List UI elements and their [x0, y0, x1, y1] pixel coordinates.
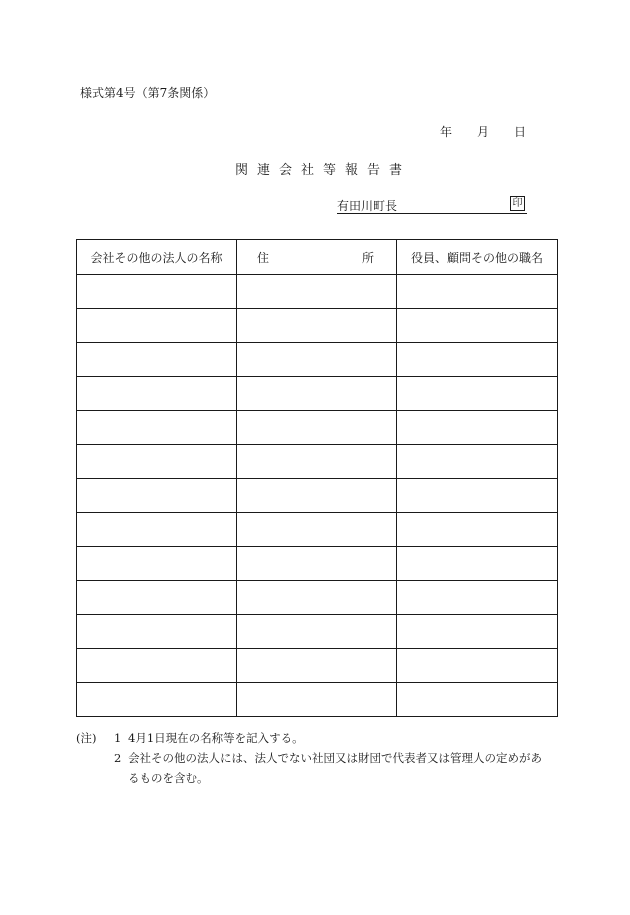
addressee-name: 有田川町長	[337, 199, 398, 213]
position-cell[interactable]	[397, 547, 558, 581]
company-name-cell[interactable]	[77, 275, 237, 309]
company-name-cell[interactable]	[77, 479, 237, 513]
addressee-line	[337, 196, 527, 214]
address-cell[interactable]	[237, 479, 397, 513]
position-cell[interactable]	[397, 377, 558, 411]
report-table	[76, 239, 558, 717]
header-address-part1: 住	[257, 250, 270, 265]
seal-mark: 印	[510, 196, 525, 211]
address-cell[interactable]	[237, 649, 397, 683]
position-cell[interactable]	[397, 411, 558, 445]
table-row	[77, 411, 558, 445]
table-row	[77, 649, 558, 683]
table-body	[77, 275, 558, 717]
company-name-cell[interactable]	[77, 377, 237, 411]
company-name-cell[interactable]	[77, 615, 237, 649]
table-row	[77, 445, 558, 479]
table-row	[77, 309, 558, 343]
company-name-cell[interactable]	[77, 309, 237, 343]
address-cell[interactable]	[237, 513, 397, 547]
address-cell[interactable]	[237, 581, 397, 615]
table-row	[77, 683, 558, 717]
position-cell[interactable]	[397, 513, 558, 547]
table-row	[77, 615, 558, 649]
notes-section	[76, 728, 542, 788]
address-cell[interactable]	[237, 343, 397, 377]
table-header-row	[77, 240, 558, 275]
document-title: 関連会社等報告書	[235, 163, 412, 178]
date-day: 日	[514, 125, 527, 139]
company-name-cell[interactable]	[77, 343, 237, 377]
position-cell[interactable]	[397, 445, 558, 479]
header-address-part2: 所	[361, 250, 374, 265]
company-name-cell[interactable]	[77, 547, 237, 581]
address-cell[interactable]	[237, 377, 397, 411]
date-year: 年	[440, 125, 453, 139]
position-cell[interactable]	[397, 309, 558, 343]
address-cell[interactable]	[237, 411, 397, 445]
form-number: 様式第4号（第7条関係）	[80, 86, 216, 100]
table-row	[77, 547, 558, 581]
note-text: 4月1日現在の名称等を記入する。	[128, 731, 304, 745]
note-number: 2	[114, 751, 122, 765]
position-cell[interactable]	[397, 683, 558, 717]
company-name-cell[interactable]	[77, 649, 237, 683]
company-name-cell[interactable]	[77, 513, 237, 547]
date-line	[440, 123, 526, 140]
address-cell[interactable]	[237, 309, 397, 343]
note-continuation: るものを含む。	[128, 771, 209, 785]
address-cell[interactable]	[237, 683, 397, 717]
header-company-name: 会社その他の法人の名称	[77, 240, 237, 275]
position-cell[interactable]	[397, 275, 558, 309]
table-row	[77, 513, 558, 547]
position-cell[interactable]	[397, 581, 558, 615]
company-name-cell[interactable]	[77, 683, 237, 717]
company-name-cell[interactable]	[77, 445, 237, 479]
position-cell[interactable]	[397, 649, 558, 683]
company-name-cell[interactable]	[77, 411, 237, 445]
table-row	[77, 377, 558, 411]
header-address	[237, 240, 397, 275]
table-row	[77, 581, 558, 615]
header-position: 役員、顧問その他の職名	[397, 240, 558, 275]
note-text: 会社その他の法人には、法人でない社団又は財団で代表者又は管理人の定めがあ	[128, 751, 542, 765]
note-item-2	[76, 748, 542, 768]
table-row	[77, 479, 558, 513]
table-row	[77, 275, 558, 309]
company-name-cell[interactable]	[77, 581, 237, 615]
position-cell[interactable]	[397, 479, 558, 513]
date-month: 月	[477, 125, 490, 139]
table-row	[77, 343, 558, 377]
note-item-1	[76, 728, 542, 748]
address-cell[interactable]	[237, 547, 397, 581]
address-cell[interactable]	[237, 615, 397, 649]
position-cell[interactable]	[397, 615, 558, 649]
address-cell[interactable]	[237, 275, 397, 309]
note-number: 1	[114, 731, 122, 745]
position-cell[interactable]	[397, 343, 558, 377]
notes-label: (注)	[76, 731, 97, 745]
address-cell[interactable]	[237, 445, 397, 479]
